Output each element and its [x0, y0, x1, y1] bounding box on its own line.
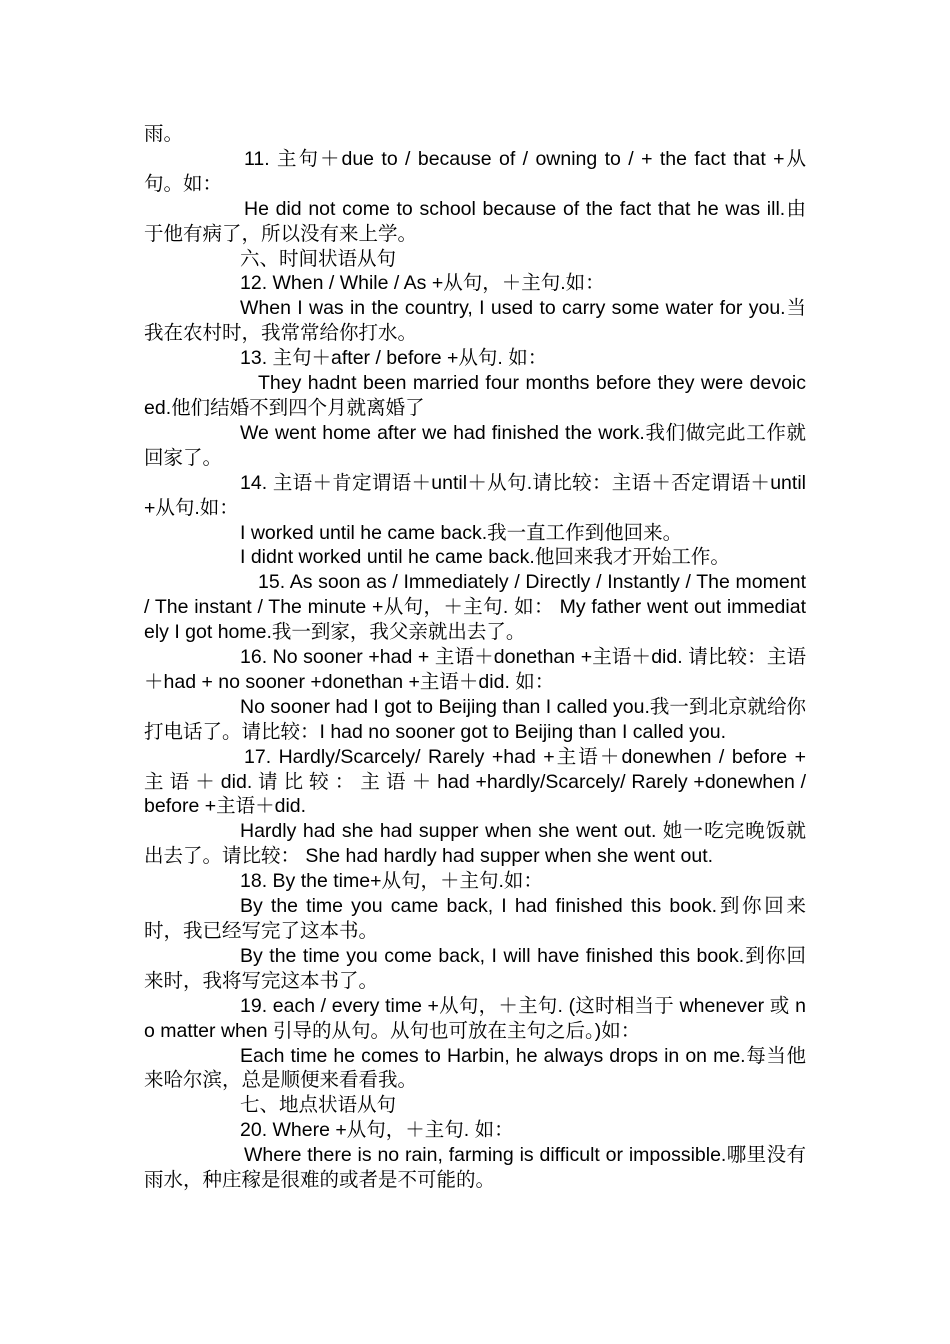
- paragraph-rule-15: 15. As soon as / Immediately / Directly / Instantly / The moment / The instant / The minute +从句，＋主句. 如： My father went out immediately I got home.我一到家，我父亲就出去了。: [144, 571, 806, 644]
- paragraph-rule-14: 14. 主语＋肯定谓语＋until＋从句.请比较：主语＋否定谓语＋until+从句.如：: [144, 471, 806, 519]
- paragraph-example-16: No sooner had I got to Beijing than I called you.我一到北京就给你打电话了。请比较：I had no sooner got to Beijing than I called you.: [144, 695, 806, 743]
- paragraph-example-17: Hardly had she had supper when she went out. 她一吃完晚饭就出去了。请比较： She had hardly had supper when she went out.: [144, 820, 806, 868]
- section-heading-time-clause: 六、时间状语从句: [240, 247, 397, 270]
- paragraph-example-13a: They hadnt been married four months before they were devoiced.他们结婚不到四个月就离婚了: [144, 372, 806, 419]
- paragraph-rule-13: 13. 主句＋after / before +从句. 如：: [240, 347, 548, 370]
- paragraph-rule-16: 16. No sooner +had + 主语＋donethan +主语＋did. 请比较：主语＋had + no sooner +donethan +主语＋did. 如：: [144, 646, 806, 693]
- paragraph-example-20: Where there is no rain, farming is difficult or impossible.哪里没有雨水，种庄稼是很难的或者是不可能的。: [144, 1144, 806, 1192]
- paragraph-rule-18: 18. By the time+从句，＋主句.如：: [240, 870, 543, 893]
- paragraph-rule-17: 17. Hardly/Scarcely/ Rarely +had +主语＋donewhen / before + 主 语 ＋ did. 请 比 较 ： 主 语 ＋ had +hardly/Scarcely/ Rarely +donewhen / before +主语＋did.: [144, 745, 806, 818]
- paragraph-rule-19: 19. each / every time +从句，＋主句. (这时相当于 whenever 或 no matter when 引导的从句。从句也可放在主句之后。)如：: [144, 994, 806, 1042]
- paragraph-example-11: He did not come to school because of the fact that he was ill.由于他有病了，所以没有来上学。: [144, 197, 806, 245]
- paragraph-rule-11: 11. 主句＋due to / because of / owning to / + the fact that +从句。如：: [144, 147, 806, 195]
- section-heading-place-clause: 七、地点状语从句: [240, 1094, 397, 1117]
- paragraph-example-18b: By the time you come back, I will have finished this book.到你回来时，我将写完这本书了。: [144, 944, 806, 992]
- paragraph-example-19: Each time he comes to Harbin, he always drops in on me.每当他来哈尔滨，总是顺便来看看我。: [144, 1044, 806, 1092]
- paragraph-example-14b: I didnt worked until he came back.他回来我才开始工作。: [240, 546, 730, 569]
- paragraph-continuation: 雨。: [144, 123, 184, 145]
- paragraph-example-13b: We went home after we had finished the work.我们做完此工作就回家了。: [144, 421, 806, 469]
- paragraph-example-14a: I worked until he came back.我一直工作到他回来。: [240, 521, 683, 544]
- paragraph-example-18a: By the time you came back, I had finished this book.到你回来时，我已经写完了这本书。: [144, 895, 806, 942]
- paragraph-example-12: When I was in the country, I used to carry some water for you.当我在农村时，我常常给你打水。: [144, 297, 806, 345]
- paragraph-rule-12: 12. When / While / As +从句，＋主句.如：: [240, 272, 605, 295]
- paragraph-rule-20: 20. Where +从句，＋主句. 如：: [240, 1119, 514, 1142]
- document-page: [144, 122, 806, 1193]
